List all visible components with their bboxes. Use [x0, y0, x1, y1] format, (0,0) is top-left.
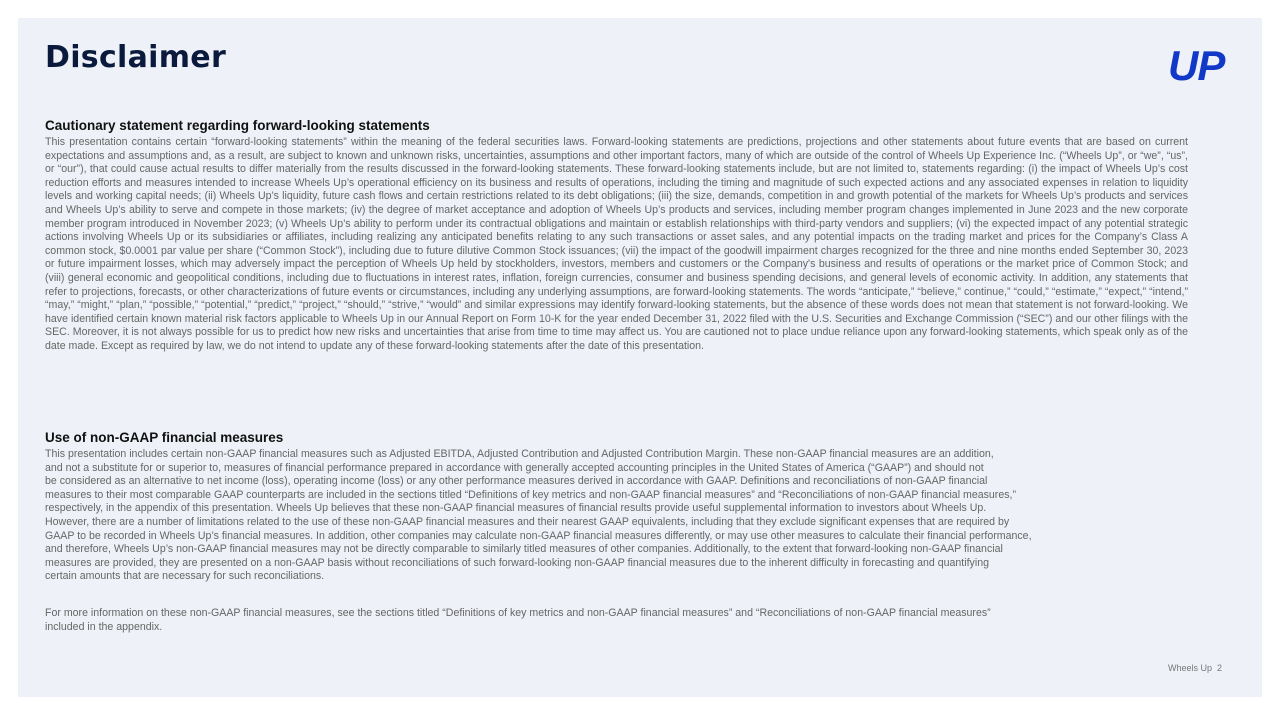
page-number: 2	[1217, 663, 1223, 673]
footer	[1168, 663, 1222, 673]
text-line: GAAP to be recorded in Wheels Up’s financial measures. In addition, other companies may calculate non-GAAP financial measures differently, or may use other measures to calculate their financial performance,	[45, 529, 1032, 542]
text-line: be considered as an alternative to net income (loss), operating income (loss) or any other performance measures derived in accordance with GAAP. Definitions and reconciliations of non-GAAP financial	[45, 475, 988, 488]
wheels-up-logo: UP	[1168, 42, 1225, 89]
forward-looking-paragraph: This presentation contains certain “forward-looking statements” within the meaning of the federal securities laws. Forward-looking statements are predictions, projections and other statements about future events that are based on current expectations and assumptions and, as a result, are subject to known and unknown risks, uncertainties, assumptions and other important factors, many of which are outside of the control of Wheels Up Experience Inc. (“Wheels Up”, or “we”, “us”, or “our”), that could cause actual results to differ materially from the results discussed in the forward-looking statements. These forward-looking statements include, but are not limited to, statements regarding: (i) the impact of Wheels Up’s cost reduction efforts and measures intended to increase Wheels Up’s operational efficiency on its business and results of operations, including the timing and magnitude of such expected actions and any associated expenses in relation to liquidity levels and working capital needs; (ii) Wheels Up’s liquidity, future cash flows and certain restrictions related to its debt obligations; (iii) the size, demands, competition in and growth potential of the markets for Wheels Up’s products and services and Wheels Up’s ability to serve and compete in those markets; (iv) the degree of market acceptance and adoption of Wheels Up’s products and services, including member program changes implemented in June 2023 and the new corporate member program introduced in November 2023; (v) Wheels Up’s ability to perform under its contractual obligations and maintain or establish relationships with third-party vendors and suppliers; (vi) the expected impact of any potential strategic actions involving Wheels Up or its subsidiaries or affiliates, including realizing any anticipated benefits relating to any such transactions or asset sales, and any potential impacts on the trading market and prices for the Company’s Class A common stock, $0.0001 par value per share (“Common Stock”), including due to future dilutive Common Stock issuances; (vii) the impact of the goodwill impairment charges recognized for the three and nine months ended September 30, 2023 or future impairment losses, which may adversely impact the perception of Wheels Up held by stockholders, investors, members and customers or the Company's business and results of operations or the market price of Common Stock; and (viii) general economic and geopolitical conditions, including due to fluctuations in interest rates, inflation, foreign currencies, consumer and business spending decisions, and general levels of economic activity. In addition, any statements that refer to projections, forecasts, or other characterizations of future events or circumstances, including any underlying assumptions, are forward-looking statements. The words “anticipate,” “believe,” continue,” “could,” “estimate,” “expect,” “intend,” “may,” “might,” “plan,” “possible,” “potential,” “predict,” “project,” “should,” “strive,” “would” and similar expressions may identify forward-looking statements, but the absence of these words does not mean that statement is not forward-looking. We have identified certain known material risk factors applicable to Wheels Up in our Annual Report on Form 10-K for the year ended December 31, 2022 filed with the U.S. Securities and Exchange Commission (“SEC”) and our other filings with the SEC. Moreover, it is not always possible for us to predict how new risks and uncertainties that arise from time to time may affect us. You are cautioned not to place undue reliance upon any forward-looking statements, which speak only as of the date made. Except as required by law, we do not intend to update any of these forward-looking statements after the date of this presentation.	[45, 136, 1188, 352]
footer-company: Wheels Up	[1168, 663, 1213, 673]
page-title: Disclaimer	[45, 40, 227, 75]
text-line: For more information on these non-GAAP financial measures, see the sections titled “Definitions of key metrics and non-GAAP financial measures” and “Reconciliations of non-GAAP financial measures”	[45, 607, 991, 619]
text-line: However, there are a number of limitations related to the use of these non-GAAP financial measures and their nearest GAAP equivalents, including that they exclude significant expenses that are required by	[45, 515, 1010, 528]
section-heading-forward-looking: Cautionary statement regarding forward-looking statements	[45, 118, 430, 133]
text-line: included in the appendix.	[45, 620, 163, 633]
text-line: measures to their most comparable GAAP counterparts are included in the sections titled “Definitions of key metrics and non-GAAP financial measures” and “Reconciliations of non-GAAP financial measures,”	[45, 488, 1016, 501]
text-line: certain amounts that are necessary for such reconciliations.	[45, 570, 325, 583]
text-line: measures are provided, they are presented on a non-GAAP basis without reconciliations of such forward-looking non-GAAP financial measures due to the inherent difficulty in forecasting and quantifying	[45, 556, 989, 569]
text-line: respectively, in the appendix of this presentation. Wheels Up believes that these non-GAAP financial measures of financial results provide useful supplemental information to investors about Wheels Up.	[45, 502, 987, 515]
text-line: and not a substitute for or superior to, measures of financial performance prepared in accordance with generally accepted accounting principles in the United States of America (“GAAP”) and should not	[45, 461, 984, 474]
slide	[18, 18, 1262, 697]
section-heading-non-gaap: Use of non-GAAP financial measures	[45, 430, 284, 445]
more-info-paragraph	[45, 607, 991, 634]
text-line: This presentation includes certain non-GAAP financial measures such as Adjusted EBITDA, Adjusted Contribution and Adjusted Contribution Margin. These non-GAAP financial measures are an addition,	[45, 448, 994, 460]
non-gaap-paragraph	[45, 448, 1032, 584]
text-line: and therefore, Wheels Up’s non-GAAP financial measures may not be directly comparable to similarly titled measures of other companies. Additionally, to the extent that forward-looking non-GAAP financial	[45, 543, 1003, 556]
